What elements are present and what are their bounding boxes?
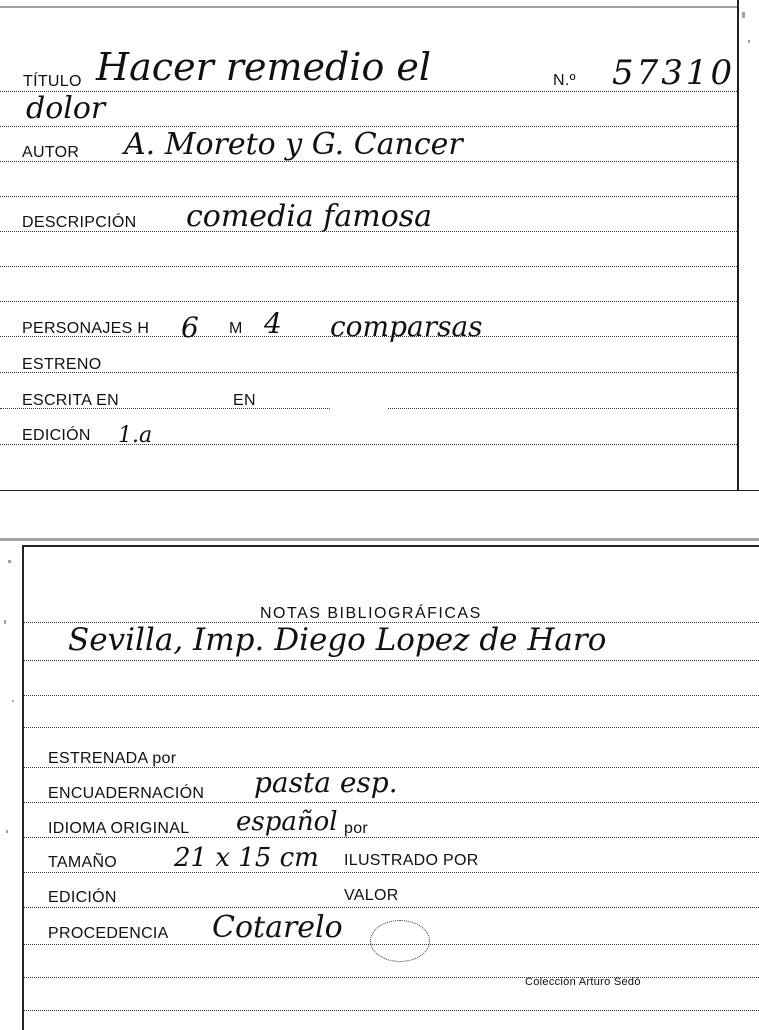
rule-line	[24, 727, 759, 728]
personajes-h-label: PERSONAJES H	[22, 320, 150, 337]
handwritten-comparsas: comparsas	[330, 310, 483, 343]
rule-line	[24, 872, 759, 873]
handwritten-number: 57310	[612, 53, 736, 93]
tamano-label: TAMAÑO	[48, 854, 118, 871]
m-label: M	[229, 320, 243, 337]
numero-label: N.º	[553, 72, 576, 89]
idioma-original-label: IDIOMA ORIGINAL	[48, 820, 190, 837]
handwritten-description: comedia famosa	[186, 199, 433, 234]
autor-label: AUTOR	[22, 144, 80, 161]
rule-line	[0, 266, 737, 267]
rule-line	[24, 802, 759, 803]
encuadernacion-label: ENCUADERNACIÓN	[48, 785, 205, 802]
rule-line	[0, 196, 737, 197]
rule-line	[0, 301, 737, 302]
rule-line	[24, 660, 759, 661]
rule-line	[24, 695, 759, 696]
card-edge-line	[0, 490, 759, 491]
en-label: EN	[233, 392, 256, 409]
descripcion-label: DESCRIPCIÓN	[22, 214, 137, 231]
handwritten-author: A. Moreto y G. Cancer	[124, 127, 463, 162]
valor-label: VALOR	[344, 887, 399, 904]
rule-line	[0, 372, 737, 373]
ilustrado-por-label: ILUSTRADO POR	[344, 852, 479, 869]
rule-line	[24, 907, 759, 908]
handwritten-title-line1: Hacer remedio el	[96, 45, 432, 89]
handwritten-language: español	[236, 807, 338, 837]
estreno-label: ESTRENO	[22, 356, 102, 373]
handwritten-edition: 1.a	[118, 423, 153, 448]
por-label: por	[344, 820, 369, 837]
edicion-label-2: EDICIÓN	[48, 889, 117, 906]
rule-line	[24, 977, 759, 978]
rule-line	[0, 444, 737, 445]
handwritten-provenance: Cotarelo	[212, 910, 343, 945]
catalog-card-top	[0, 0, 739, 490]
rule-line	[24, 1010, 759, 1011]
handwritten-notes: Sevilla, Imp. Diego Lopez de Haro	[68, 622, 607, 658]
notas-bibliograficas-heading: NOTAS BIBLIOGRÁFICAS	[260, 605, 482, 622]
ink-stamp	[370, 920, 430, 962]
handwritten-m-count: 4	[264, 307, 282, 340]
handwritten-size: 21 x 15 cm	[174, 843, 319, 873]
handwritten-title-line2: dolor	[26, 91, 106, 126]
titulo-label: TÍTULO	[23, 73, 82, 90]
rule-line	[388, 408, 737, 409]
catalog-card-bottom	[22, 545, 759, 1030]
handwritten-h-count: 6	[181, 311, 199, 344]
estrenada-por-label: ESTRENADA por	[48, 750, 177, 767]
coleccion-credit: Colección Arturo Sedó	[525, 976, 641, 988]
edicion-label: EDICIÓN	[22, 427, 91, 444]
handwritten-binding: pasta esp.	[254, 766, 398, 799]
procedencia-label: PROCEDENCIA	[48, 925, 169, 942]
escrita-en-label: ESCRITA EN	[22, 392, 119, 409]
rule-line	[24, 837, 759, 838]
